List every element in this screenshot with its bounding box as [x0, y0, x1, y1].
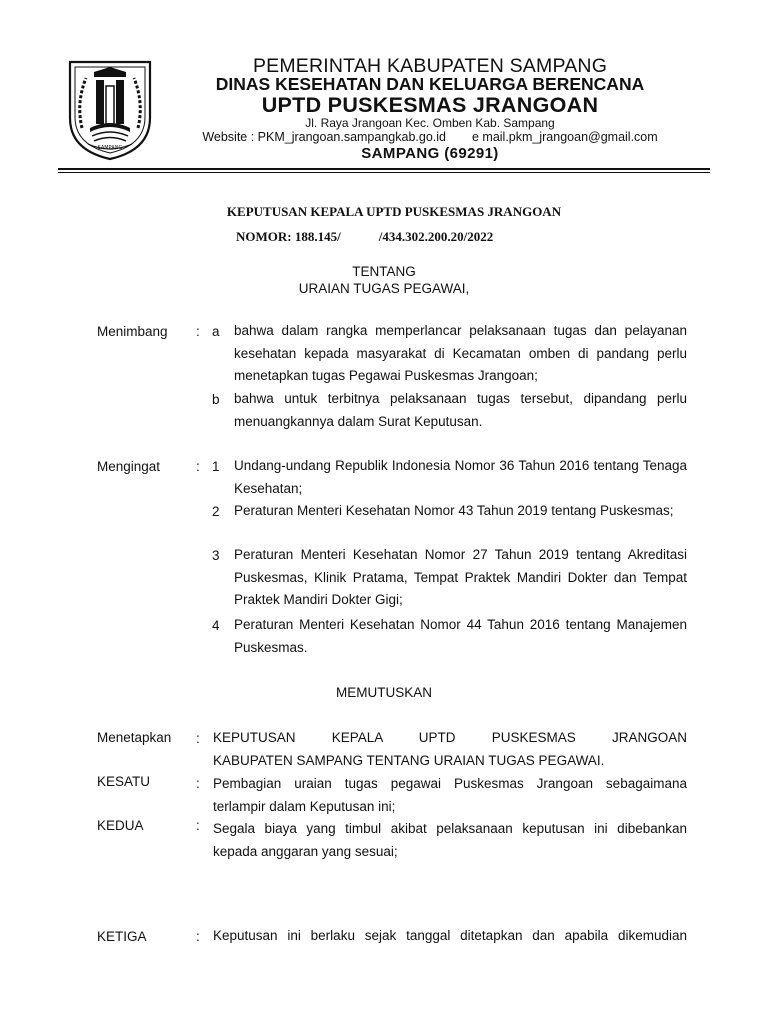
menimbang-label: Menimbang	[97, 324, 168, 339]
mengingat-marker-1: 1	[212, 459, 220, 474]
logo-caption: SAMPANG	[97, 145, 123, 151]
decree-number-suffix: /434.302.200.20/2022	[378, 229, 494, 244]
email-link[interactable]: e mail.pkm_jrangoan@gmail.com	[471, 130, 658, 144]
kedua-text: Segala biaya yang timbul akibat pelaksanaan keputusan ini dibebankan kepada anggaran yang sesuai;	[213, 821, 687, 859]
ketiga-label: KETIGA	[97, 929, 147, 944]
decree-number-prefix: NOMOR: 188.145/	[236, 229, 341, 244]
mengingat-item-2: Peraturan Menteri Kesehatan Nomor 43 Tahun 2019 tentang Puskesmas;	[234, 503, 674, 518]
letterhead-contact	[150, 130, 710, 144]
mengingat-marker-3: 3	[212, 548, 220, 563]
kesatu-text: Pembagian uraian tugas pegawai Puskesmas Jrangoan sebagaimana terlampir dalam Keputusan ini;	[213, 776, 687, 814]
menetapkan-colon: :	[196, 731, 200, 746]
letterhead-government: PEMERINTAH KABUPATEN SAMPANG	[252, 55, 608, 77]
kedua-label: KEDUA	[97, 818, 144, 833]
kedua-colon: :	[196, 818, 200, 833]
mengingat-item-4: Peraturan Menteri Kesehatan Nomor 44 Tahun 2016 tentang Manajemen Puskesmas.	[234, 617, 687, 655]
mengingat-item-3: Peraturan Menteri Kesehatan Nomor 27 Tahun 2019 tentang Akreditasi Puskesmas, Klinik Pratama, Tempat Praktek Mandiri Dokter dan Tempat Praktek Mandiri Dokter Gigi;	[234, 547, 687, 607]
kesatu-colon: :	[196, 776, 200, 791]
memutuskan-heading: MEMUTUSKAN	[335, 685, 432, 700]
decree-subject: URAIAN TUGAS PEGAWAI,	[298, 281, 470, 296]
letterhead-address: Jl. Raya Jrangoan Kec. Omben Kab. Sampang	[305, 116, 555, 130]
ketiga-colon: :	[196, 929, 200, 944]
letterhead-institution: UPTD PUSKESMAS JRANGOAN	[261, 93, 599, 117]
website-link[interactable]: Website : PKM_jrangoan.sampangkab.go.id	[202, 130, 446, 144]
letterhead-divider	[58, 168, 710, 170]
letterhead-agency: DINAS KESEHATAN DAN KELUARGA BERENCANA	[215, 74, 645, 94]
decree-number	[236, 229, 493, 245]
menimbang-item-b: bahwa untuk terbitnya pelaksanaan tugas tersebut, dipandang perlu menuangkannya dalam Surat Keputusan.	[234, 391, 687, 429]
letterhead-divider-thin	[58, 172, 710, 173]
menimbang-marker-a: a	[212, 324, 220, 339]
mengingat-marker-4: 4	[212, 618, 220, 633]
menimbang-colon: :	[196, 324, 200, 339]
decree-title: KEPUTUSAN KEPALA UPTD PUSKESMAS JRANGOAN	[226, 204, 562, 219]
mengingat-label: Mengingat	[97, 459, 161, 474]
ketiga-text: Keputusan ini berlaku sejak tanggal ditetapkan dan apabila dikemudian	[213, 928, 687, 943]
menetapkan-label: Menetapkan	[97, 730, 172, 745]
mengingat-marker-2: 2	[212, 504, 220, 519]
regency-logo	[64, 58, 156, 162]
tentang-heading: TENTANG	[352, 264, 416, 279]
mengingat-colon: :	[196, 459, 200, 474]
letterhead-city: SAMPANG (69291)	[361, 145, 499, 162]
kesatu-label: KESATU	[97, 774, 151, 789]
mengingat-item-1: Undang-undang Republik Indonesia Nomor 36 Tahun 2016 tentang Tenaga Kesehatan;	[234, 458, 687, 496]
menimbang-item-a: bahwa dalam rangka memperlancar pelaksanaan tugas dan pelayanan kesehatan kepada masyarakat di Kecamatan omben di pandang perlu menetapkan tugas Pegawai Puskesmas Jrangoan;	[234, 323, 687, 383]
menetapkan-line-1: KEPUTUSAN KEPALA UPTD PUSKESMAS JRANGOAN	[213, 730, 687, 745]
menimbang-marker-b: b	[212, 392, 220, 407]
menetapkan-line-2: KABUPATEN SAMPANG TENTANG URAIAN TUGAS PEGAWAI.	[213, 753, 605, 768]
